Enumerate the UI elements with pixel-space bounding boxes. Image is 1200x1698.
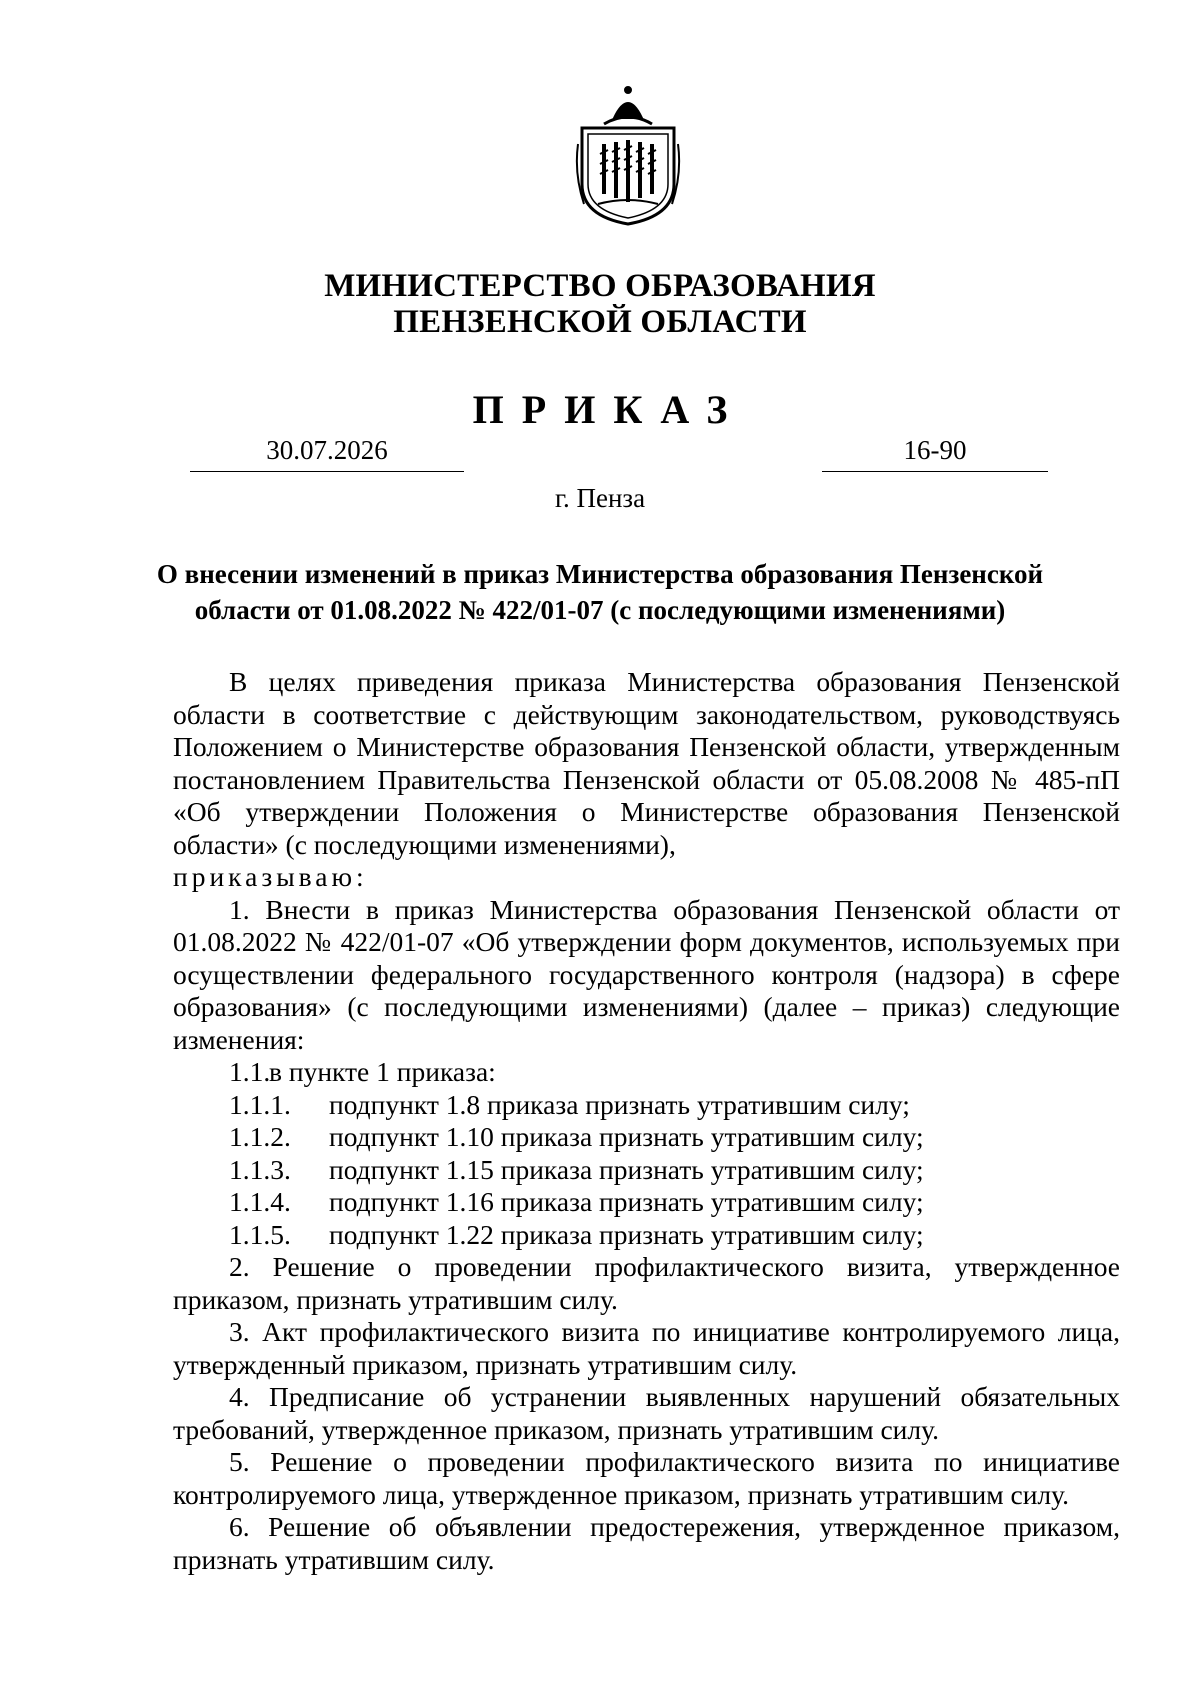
- preamble: В целях приведения приказа Министерства образования Пензенской области в соответствие с действующим законодательством, руководствуясь Положением о Министерстве образования Пензенской области, утвержденным постановлением Правительства Пензенской области от 05.08.2008 № 485-пП «Об утверждении Положения о Министерстве образования Пензенской области» (с последующими изменениями),: [173, 666, 1120, 860]
- paragraph-2: 2. Решение о проведении профилактического визита, утвержденное приказом, признать утратившим силу.: [173, 1251, 1120, 1315]
- order-subject: [0, 556, 1200, 628]
- subitem: [173, 1154, 1120, 1187]
- item-number: 1.1.: [229, 1056, 271, 1087]
- order-word: приказываю:: [173, 861, 368, 892]
- subitem-text: подпункт 1.16 приказа признать утратившим силу;: [329, 1186, 924, 1217]
- subitem-text: подпункт 1.22 приказа признать утратившим силу;: [329, 1218, 924, 1250]
- order-date: 30.07.2026: [266, 435, 388, 465]
- subitem: [173, 1089, 1120, 1122]
- subitem: [173, 1186, 1120, 1219]
- order-body: [173, 666, 1120, 1576]
- paragraph-5: 5. Решение о проведении профилактического визита по инициативе контролируемого лица, утвержденное приказом, признать утратившим силу.: [173, 1446, 1120, 1510]
- item-text: в пункте 1 приказа:: [269, 1056, 496, 1087]
- subitem-number: 1.1.1.: [229, 1088, 291, 1120]
- subitem-number: 1.1.2.: [229, 1121, 291, 1152]
- ministry-line-1: МИНИСТЕРСТВО ОБРАЗОВАНИЯ: [324, 268, 876, 304]
- subitem-text: подпункт 1.10 приказа признать утратившим силу;: [329, 1121, 924, 1152]
- item-1-1: [173, 1056, 1120, 1089]
- ministry-name: [0, 268, 1200, 340]
- subject-line-1: О внесении изменений в приказ Министерства образования Пензенской: [156, 559, 1044, 589]
- subject-line-2: области от 01.08.2022 № 422/01-07 (с последующими изменениями): [194, 595, 1006, 625]
- subitem: [173, 1219, 1120, 1252]
- subitem-number: 1.1.3.: [229, 1153, 291, 1185]
- subitem-number: 1.1.5.: [229, 1218, 291, 1250]
- subitem-text: подпункт 1.8 приказа признать утратившим силу;: [329, 1088, 910, 1120]
- order-number: 16-90: [903, 435, 967, 465]
- number-underline: [822, 471, 1048, 472]
- subitem: [173, 1121, 1120, 1154]
- city: г. Пенза: [554, 483, 646, 513]
- ministry-line-2: ПЕНЗЕНСКОЙ ОБЛАСТИ: [393, 304, 807, 340]
- paragraph-6: 6. Решение об объявлении предостережения, утвержденное приказом, признать утратившим силу.: [173, 1511, 1120, 1575]
- document-type: ПРИКАЗ: [472, 387, 746, 432]
- paragraph-1: 1. Внести в приказ Министерства образования Пензенской области от 01.08.2022 № 422/01-07 «Об утверждении форм документов, используемых при осуществлении федерального государственного контроля (надзора) в сфере образования» (с последующими изменениями) (далее – приказ) следующие изменения:: [173, 893, 1120, 1055]
- paragraph-4: 4. Предписание об устранении выявленных нарушений обязательных требований, утвержденное приказом, признать утратившим силу.: [173, 1381, 1120, 1445]
- subitem-text: подпункт 1.15 приказа признать утратившим силу;: [329, 1153, 924, 1185]
- coat-of-arms-icon: [574, 84, 682, 226]
- subitem-number: 1.1.4.: [229, 1186, 291, 1217]
- paragraph-3: 3. Акт профилактического визита по инициативе контролируемого лица, утвержденный приказом, признать утратившим силу.: [173, 1316, 1120, 1380]
- date-underline: [190, 471, 464, 472]
